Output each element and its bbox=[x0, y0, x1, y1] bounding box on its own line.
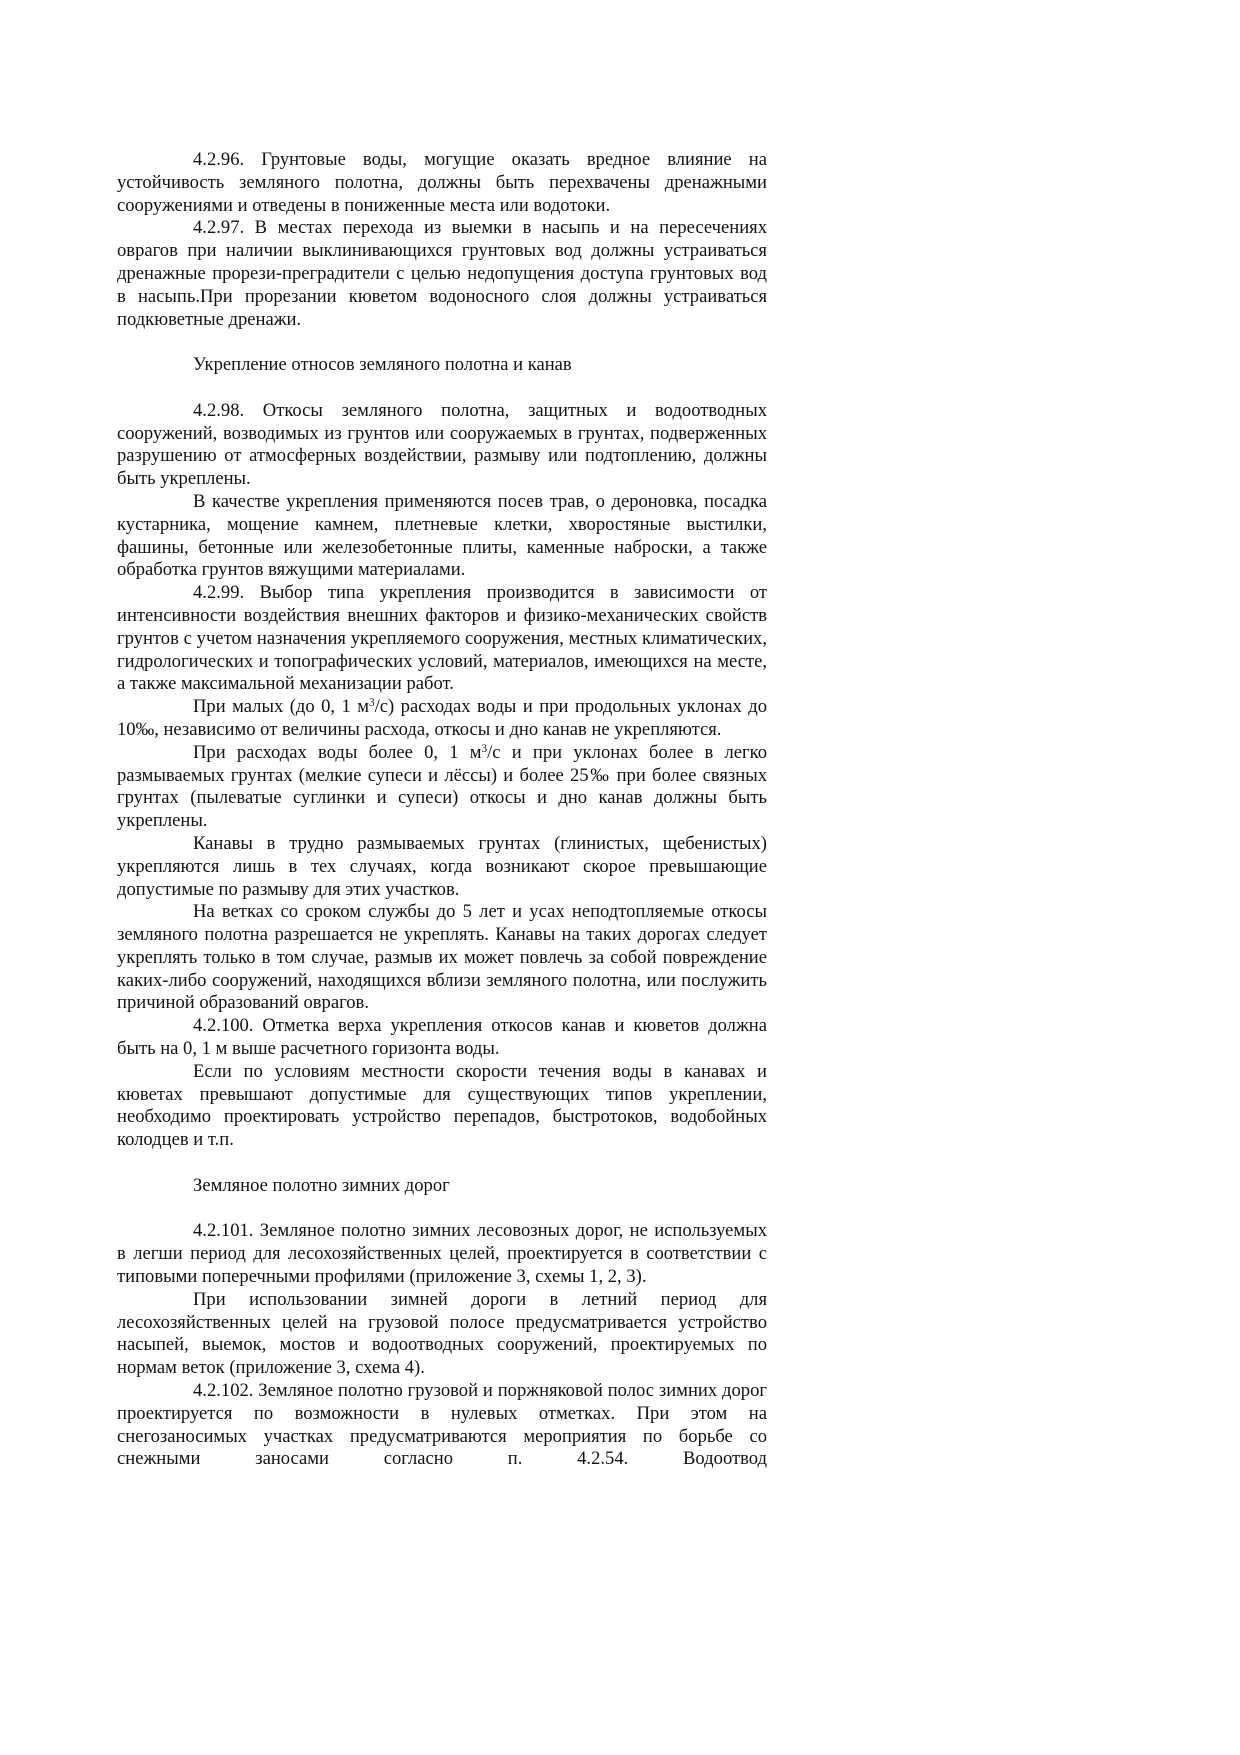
paragraph-4-2-99: 4.2.99. Выбор типа укрепления производится в зависимости от интенсивности воздействия внешних факторов и физико-механических свойств грунтов с учетом назначения укрепляемого сооружения, местных климатических, гидрологических и топографических условий, материалов, имеющихся на месте, а также максимальной механизации работ. bbox=[117, 582, 767, 695]
paragraph-short-service-branches: На ветках со сроком службы до 5 лет и усах неподтопляемые откосы земляного полотна разрешается не укреплять. Канавы на таких дорогах следует укреплять только в том случае, размыв их может повлечь за собой повреждение каких-либо сооружений, находящихся вблизи земляного полотна, или послужить причиной образований оврагов. bbox=[117, 901, 767, 1014]
paragraph-water-velocity: Если по условиям местности скорости течения воды в канавах и кюветах превышают допустимые для существующих типов укреплении, необходимо проектировать устройство перепадов, быстротоков, водобойных колодцев и т.п. bbox=[117, 1060, 767, 1151]
paragraph-large-flow: При расходах воды более 0, 1 $м^3/с$ и при уклонах более в легко размываемых грунтах (мелкие супеси и лёссы) и более 25‰ при более связных грунтах (пылеватые суглинки и супеси) откосы и дно канав должны быть укреплены. bbox=[117, 741, 767, 832]
paragraph-hard-soils: Канавы в трудно размываемых грунтах (глинистых, щебенистых) укрепляются лишь в тех случаях, когда возникают скорое превышающие допустимые по размыву для этих участков. bbox=[117, 832, 767, 900]
superscript-cubed: 3 bbox=[481, 742, 488, 755]
paragraph-4-2-101: 4.2.101. Земляное полотно зимних лесовозных дорог, не используемых в легши период для лесохозяйственных целей, проектируется в соответствии с типовыми поперечными профилями (приложение 3, схемы 1, 2, 3). bbox=[117, 1220, 767, 1288]
document-page bbox=[117, 149, 767, 1471]
paragraph-4-2-98: 4.2.98. Откосы земляного полотна, защитных и водоотводных сооружений, возводимых из грунтов или сооружаемых в грунтах, подверженных разрушению от атмосферных воздействии, размыву или подтоплению, должны быть укреплены. bbox=[117, 399, 767, 490]
paragraph-4-2-97: 4.2.97. В местах перехода из выемки в насыпь и на пересечениях оврагов при наличии выклинивающихся грунтовых вод должны устраиваться дренажные прорези-преградители с целью недопущения доступа грунтовых вод в насыпь.При прорезании кюветом водоносного слоя должны устраиваться подкюветные дренажи. bbox=[117, 217, 767, 330]
section-heading-slope-reinforcement: Укрепление относов земляного полотна и канав bbox=[193, 354, 572, 376]
paragraph-4-2-96: 4.2.96. Грунтовые воды, могущие оказать вредное влияние на устойчивость земляного полотна, должны быть перехвачены дренажными сооружениями и отведены в пониженные места или водотоки. bbox=[117, 149, 767, 216]
paragraph-summer-use: При использовании зимней дороги в летний период для лесохозяйственных целей на грузовой полосе предусматривается устройство насыпей, выемок, мостов и водоотводных сооружений, проектируемых по нормам веток (приложение 3, схема 4). bbox=[117, 1288, 767, 1379]
superscript-cubed: 3 bbox=[369, 697, 375, 709]
paragraph-reinforcement-types: В качестве укрепления применяются посев трав, о дероновка, посадка кустарника, мощение камнем, плетневые клетки, хворостяные выстилки, фашины, бетонные или железобетонные плиты, каменные наброски, а также обработка грунтов вяжущими материалами. bbox=[117, 490, 767, 581]
paragraph-4-2-100: 4.2.100. Отметка верха укрепления откосов канав и кюветов должна быть на 0, 1 м выше расчетного горизонта воды. bbox=[117, 1015, 767, 1060]
paragraph-4-2-102: 4.2.102. Земляное полотно грузовой и поржняковой полос зимних дорог проектируется по возможности в нулевых отметках. При этом на снегозаносимых участках предусматриваются мероприятия по борьбе со снежными заносами согласно п. 4.2.54. Водоотвод bbox=[117, 1380, 767, 1470]
paragraph-small-flow: При малых (до 0, 1 $м^3/с$) расходах воды и при продольных уклонах до 10‰, независимо от величины расхода, откосы и дно канав не укрепляются. bbox=[117, 696, 768, 740]
section-heading-winter-roads: Земляное полотно зимних дорог bbox=[193, 1174, 450, 1196]
